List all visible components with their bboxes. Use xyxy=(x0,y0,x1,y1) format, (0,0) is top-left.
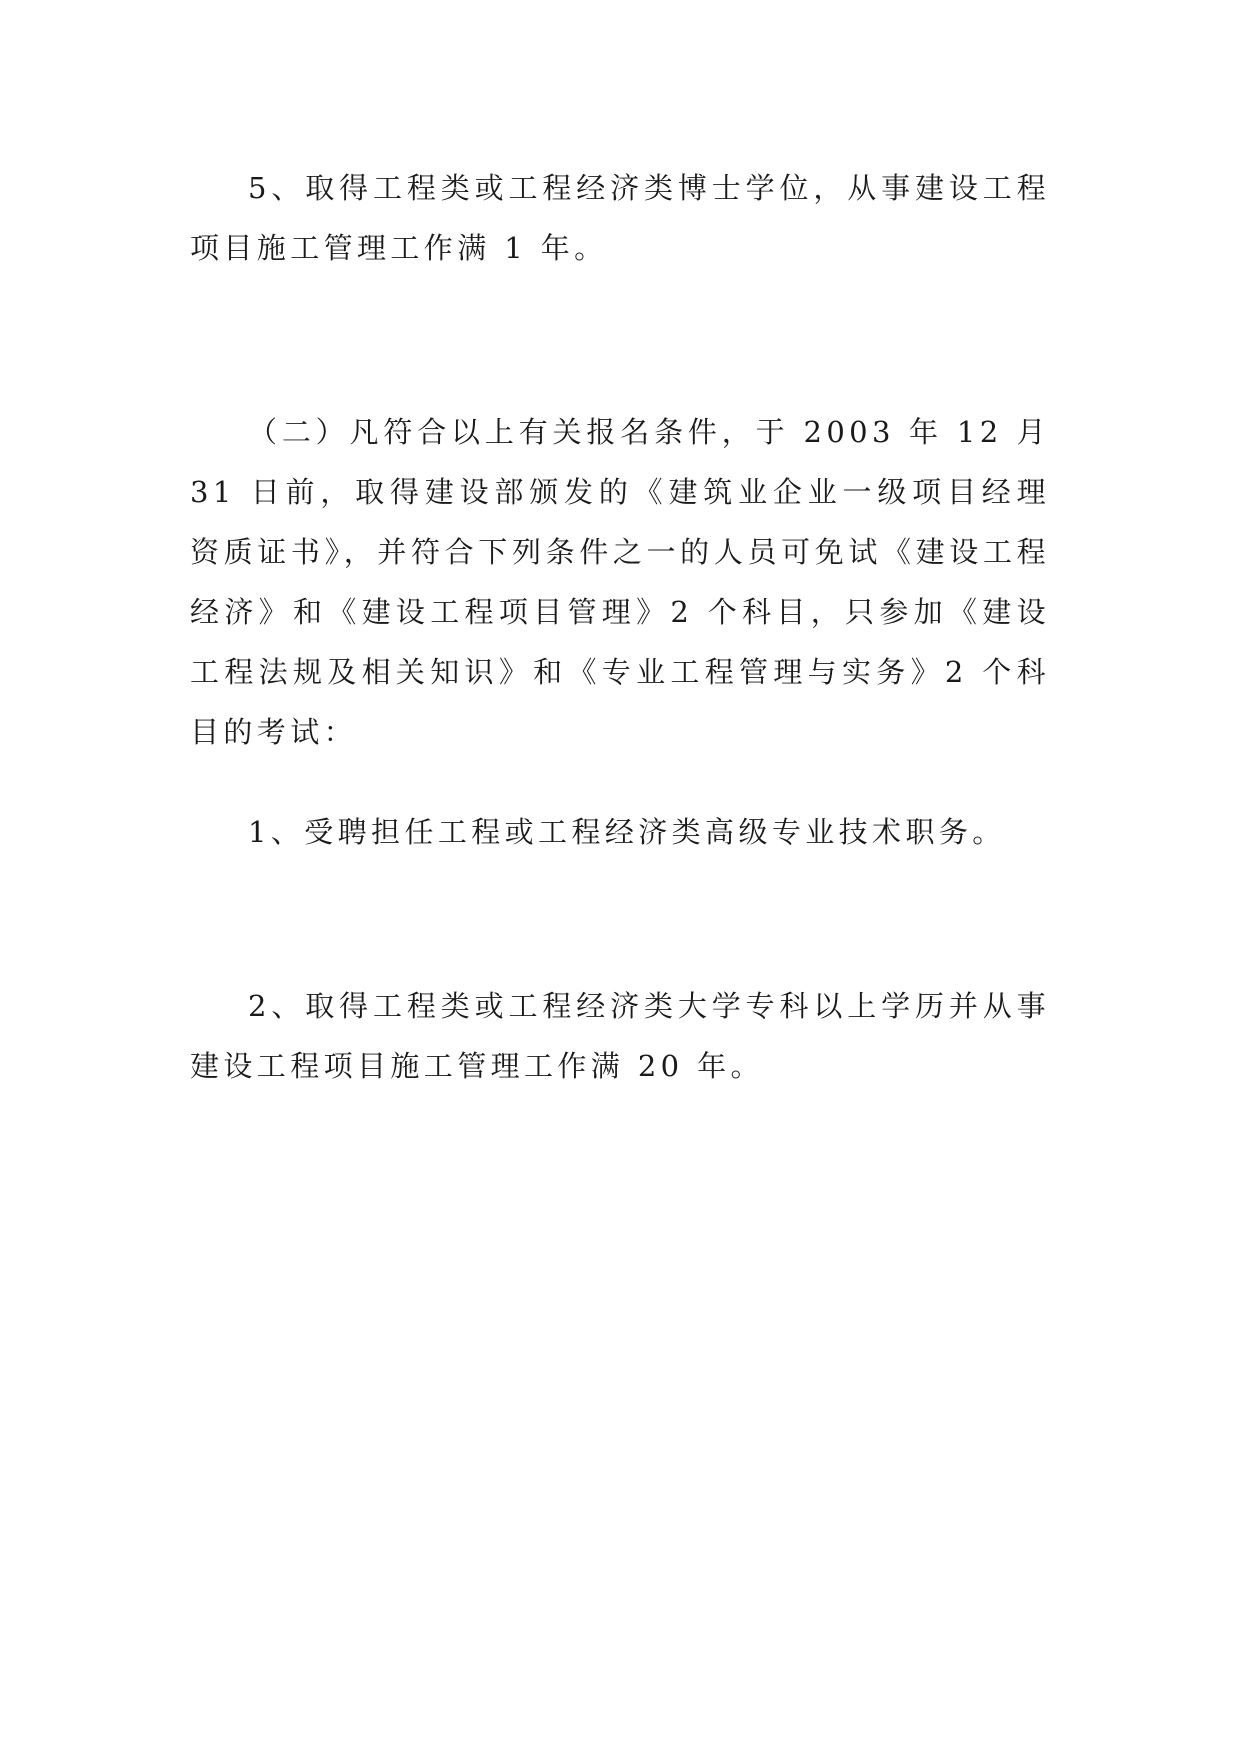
paragraph-condition-5: 5、取得工程类或工程经济类博士学位，从事建设工程项目施工管理工作满 1 年。 xyxy=(190,171,1050,265)
paragraph-condition-1: 1、受聘担任工程或工程经济类高级专业技术职务。 xyxy=(248,815,1006,849)
paragraph-condition-2: 2、取得工程类或工程经济类大学专科以上学历并从事建设工程项目施工管理工作满 20 年。 xyxy=(190,989,1050,1083)
paragraph-section-2-exemption: （二）凡符合以上有关报名条件，于 2003 年 12 月 31 日前，取得建设部颁发的《建筑业企业一级项目经理资质证书》，并符合下列条件之一的人员可免试《建设工程经济》和《建设工程项目管理》2 个科目，只参加《建设工程法规及相关知识》和《专业工程管理与实务》2 个科目的考试： xyxy=(190,415,1050,749)
